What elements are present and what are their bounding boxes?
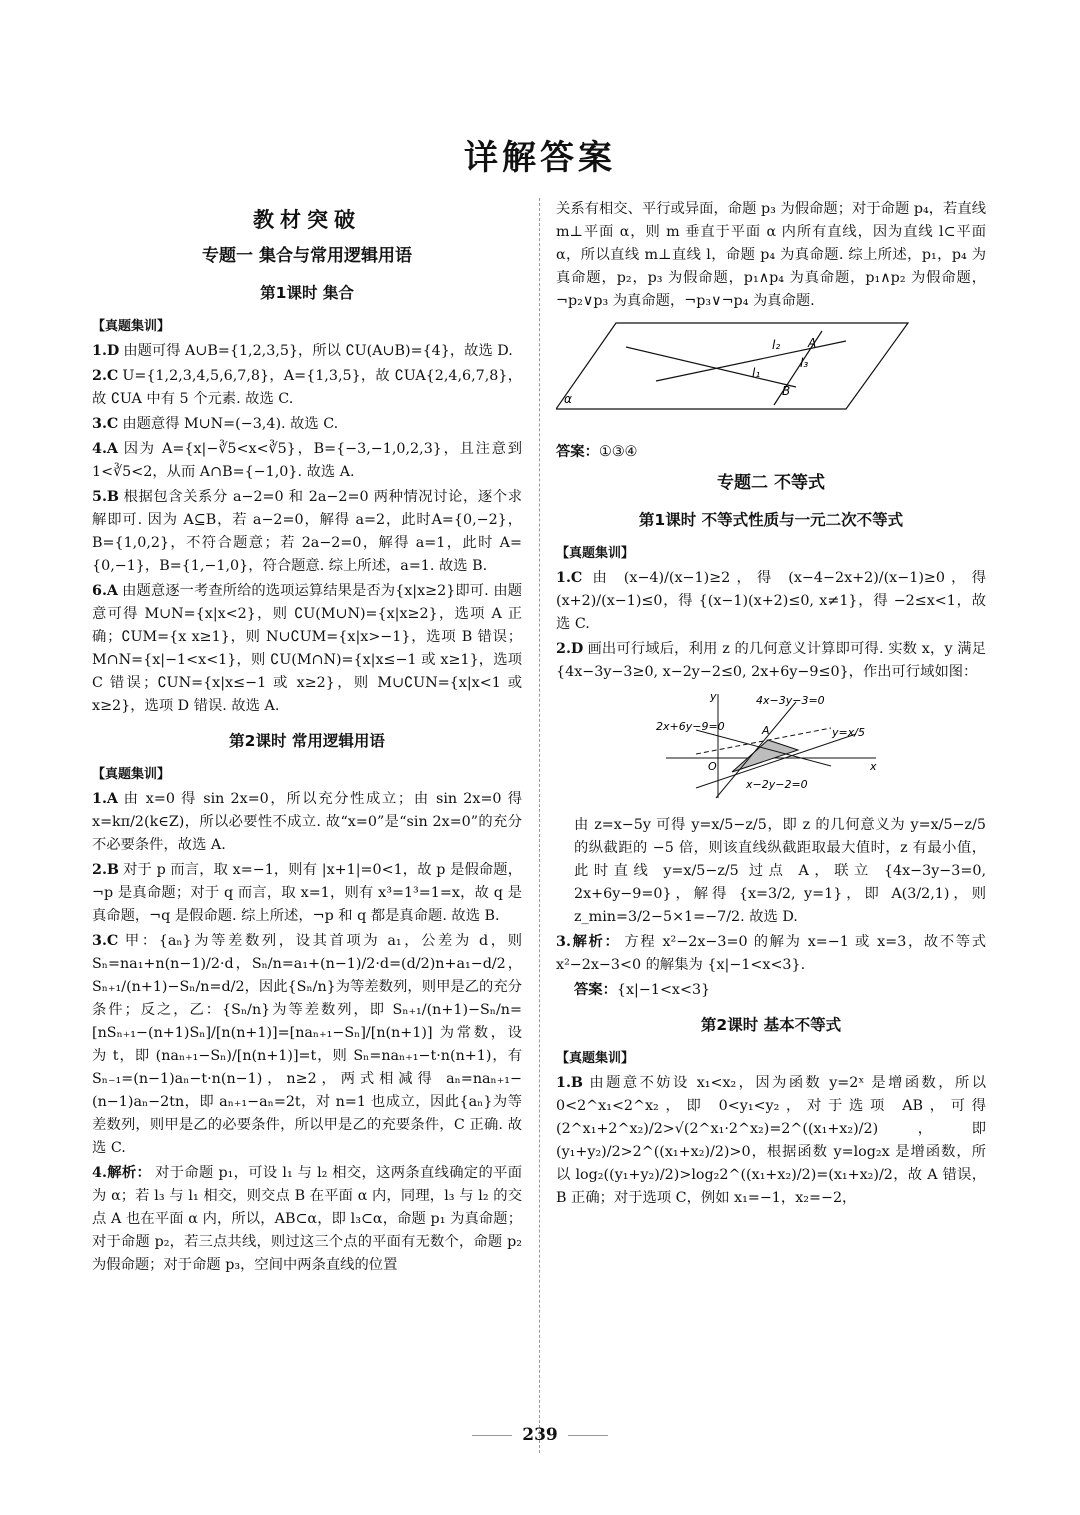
left-column — [92, 198, 522, 1279]
answer-label: 答案： — [556, 444, 599, 460]
answer-item — [92, 930, 522, 1160]
item-text: 由题意逐一考查所给的选项运算结果是否为{x|x≥2}即可. 由题意可得 M∪N={x|x<2}，则 ∁U(M∪N)={x|x≥2}，选项 A 正确；∁UM={x x≥1}，则 N∪∁UM={x|x>−1}，选项 B 错误；M∩N={x|−1<x<1}，则 ∁U(M∩N)={x|x≤−1 或 x≥1}，选项 C 错误；∁UN={x|x≤−1 或 x≥2}，则 M∪∁UN={x|x<1 或 x≥2}，选项 D 错误. 故选 A. — [92, 583, 522, 714]
item-number: 1.B — [556, 1075, 584, 1091]
label-alpha: α — [564, 392, 572, 406]
item-text: 因为 A={x|−∛5<x<∛5}，B={−3,−1,0,2,3}，且注意到 1<∛5<2，从而 A∩B={−1,0}. 故选 A. — [92, 441, 522, 480]
answer-item — [92, 413, 522, 436]
item-number: 2.C — [92, 368, 119, 384]
item-text: 由题可得 A∪B={1,2,3,5}，所以 ∁U(A∪B)={4}，故选 D. — [123, 343, 513, 359]
section-label: 【真题集训】 — [92, 319, 171, 334]
item-text: 由 x=0 得 sin 2x=0，所以充分性成立；由 sin 2x=0 得 x=kπ/2(k∈Z)，所以必要性不成立. 故“x=0”是“sin 2x=0”的充分不必要条件，故选 A. — [92, 791, 522, 853]
label-point-A: A — [762, 724, 770, 737]
answer-value: ①③④ — [598, 444, 638, 460]
answer-item — [556, 638, 986, 684]
label-A: A — [808, 336, 817, 350]
feasible-region-graph — [656, 690, 886, 800]
item-number: 4.A — [92, 441, 119, 457]
item-text: 对于命题 p₁，可设 l₁ 与 l₂ 相交，这两条直线确定的平面为 α；若 l₃ 与 l₁ 相交，则交点 B 在平面 α 内，同理，l₃ 与 l₂ 的交点 A 也在平面 α 内，所以，AB⊂α，即 l₃⊂α，命题 p₁ 为真命题；对于命题 p₂，若三点共线，则过这三个点的平面有无数个，命题 p₂ 为假命题；对于命题 p₃，空间中两条直线的位置 — [92, 1165, 522, 1273]
page-number-rule — [568, 1435, 608, 1436]
item-number: 4.解析： — [92, 1165, 152, 1181]
column-divider — [539, 198, 540, 1453]
item-number: 6.A — [92, 583, 119, 599]
right-column — [556, 198, 986, 1212]
section-label: 【真题集训】 — [556, 1051, 635, 1066]
plane-lines-diagram — [556, 319, 916, 427]
label-line3: x−2y−2=0 — [746, 778, 808, 791]
answer-item — [92, 788, 522, 857]
label-line2: 2x+6y−9=0 — [656, 720, 725, 733]
item-number: 5.B — [92, 489, 120, 505]
item-text: 由 (x−4)/(x−1)≥2，得 (x−4−2x+2)/(x−1)≥0，得 (x+2)/(x−1)≤0，得 {(x−1)(x+2)≤0, x≠1}，得 −2≤x<1，故选 C. — [556, 570, 986, 632]
line-l1 — [626, 347, 796, 387]
label-line1: 4x−3y−3=0 — [756, 694, 825, 707]
answer-item — [92, 486, 522, 578]
item-text: 由题意得 M∪N=(−3,4). 故选 C. — [122, 416, 339, 432]
item-number: 3.C — [92, 933, 119, 949]
answer-item — [556, 931, 986, 977]
answer-item — [556, 567, 986, 636]
answer-item — [92, 580, 522, 718]
main-title: 详解答案 — [464, 138, 616, 178]
feasible-region-figure — [556, 690, 986, 808]
item-number: 3.C — [92, 416, 119, 432]
topic-title: 专题二 不等式 — [717, 473, 825, 493]
page-number — [0, 1425, 1080, 1445]
item-number: 1.D — [92, 343, 120, 359]
topic-title: 专题一 集合与常用逻辑用语 — [202, 246, 412, 266]
page-number-value: 239 — [522, 1425, 558, 1445]
section-label: 【真题集训】 — [556, 546, 635, 561]
answer-item — [92, 859, 522, 928]
item-text: U={1,2,3,4,5,6,7,8}，A={1,3,5}，故 ∁UA{2,4,6,7,8}，故 ∁UA 中有 5 个元素. 故选 C. — [92, 368, 522, 407]
item-number: 1.A — [92, 791, 119, 807]
item-number: 2.B — [92, 862, 120, 878]
answer-item — [556, 1072, 986, 1210]
label-x-axis: x — [870, 760, 877, 773]
item-text: 画出可行域后，利用 z 的几何意义计算即可得. 实数 x，y 满足 {4x−3y−3≥0, x−2y−2≤0, 2x+6y−9≤0}，作出可行域如图： — [556, 641, 986, 680]
page-number-rule — [472, 1435, 512, 1436]
label-B: B — [782, 384, 791, 398]
item-text: 对于 p 而言，取 x=−1，则有 |x+1|=0<1，故 p 是假命题，¬p 是真命题；对于 q 而言，取 x=1，则有 x³=1³=1=x，故 q 是真命题，¬q 是假命题. 综上所述，¬p 和 q 都是真命题. 故选 B. — [92, 862, 522, 924]
item-text: 方程 x²−2x−3=0 的解为 x=−1 或 x=3，故不等式 x²−2x−3<0 的解集为 {x|−1<x<3}. — [556, 934, 986, 973]
lesson-title: 第2课时 常用逻辑用语 — [229, 732, 385, 750]
label-origin: O — [708, 760, 717, 773]
plane-lines-figure — [556, 319, 986, 435]
section-title: 教材突破 — [253, 207, 361, 232]
item-text: 甲：{aₙ}为等差数列，设其首项为 a₁，公差为 d，则 Sₙ=na₁+n(n−1)/2·d，Sₙ/n=a₁+(n−1)/2·d=(d/2)n+a₁−d/2，Sₙ₊₁/(n+1)−Sₙ/n=d/2，因此{Sₙ/n}为等差数列，则甲是乙的充分条件；反之，乙：{Sₙ/n}为等差数列，即 Sₙ₊₁/(n+1)−Sₙ/n=[nSₙ₊₁−(n+1)Sₙ]/[n(n+1)]=[naₙ₊₁−Sₙ]/[n(n+1)] 为常数，设为 t，即 (naₙ₊₁−Sₙ)/[n(n+1)]=t，则 Sₙ=naₙ₊₁−t·n(n+1)，有 Sₙ₋₁=(n−1)aₙ−t·n(n−1)，n≥2，两式相减得 aₙ=naₙ₊₁−(n−1)aₙ−2tn，即 aₙ₊₁−aₙ=2t，对 n=1 也成立，因此{aₙ}为等差数列，则甲是乙的必要条件，所以甲是乙的充要条件，C 正确. 故选 C. — [92, 933, 522, 1156]
plane-alpha — [556, 323, 908, 409]
item-text: 由题意不妨设 x₁<x₂，因为函数 y=2ˣ 是增函数，所以 0<2^x₁<2^x₂，即 0<y₁<y₂，对于选项 AB，可得 (2^x₁+2^x₂)/2>√(2^x₁·2^x₂)=2^((x₁+x₂)/2)，即 (y₁+y₂)/2>2^((x₁+x₂)/2)>0，根据函数 y=log₂x 是增函数，所以 log₂((y₁+y₂)/2)>log₂2^((x₁+x₂)/2)=(x₁+x₂)/2，故 A 错误，B 正确；对于选项 C，例如 x₁=−1，x₂=−2， — [556, 1075, 986, 1206]
answer-line — [556, 979, 986, 1002]
answer-item — [92, 438, 522, 484]
label-line4: y=x/5 — [832, 726, 865, 739]
section-label: 【真题集训】 — [92, 767, 171, 782]
answer-item — [92, 1162, 522, 1277]
answer-item — [92, 340, 522, 363]
item-text: 根据包含关系分 a−2=0 和 2a−2=0 两种情况讨论，逐个求解即可. 因为 A⊆B，若 a−2=0，解得 a=2，此时A={0,−2}，B={1,0,2}，不符合题意；若 2a−2=0，解得 a=1，此时 A={0,−1}，B={1,−1,0}，符合题意. 综上所述，a=1. 故选 B. — [92, 489, 522, 574]
continued-text: 关系有相交、平行或异面，命题 p₃ 为假命题；对于命题 p₄，若直线 m⊥平面 α，则 m 垂直于平面 α 内所有直线，因为直线 l⊂平面 α，所以直线 m⊥直线 l，命题 p₄ 为真命题. 综上所述，p₁，p₄ 为真命题，p₂，p₃ 为假命题，p₁∧p₄ 为真命题，p₁∧p₂ 为假命题，¬p₂∨p₃ 为真命题，¬p₃∨¬p₄ 为真命题. — [556, 201, 986, 309]
item-continued: 由 z=x−5y 可得 y=x/5−z/5，即 z 的几何意义为 y=x/5−z/5 的纵截距的 −5 倍，则该直线纵截距取最大值时，z 有最小值，此时直线 y=x/5−z/5 过点 A，联立 {4x−3y−3=0, 2x+6y−9=0}，解得 {x=3/2, y=1}，即 A(3/2,1)，则 z_min=3/2−5×1=−7/2. 故选 D. — [574, 817, 986, 925]
lesson-title: 第1课时 不等式性质与一元二次不等式 — [638, 511, 904, 529]
label-l2: l₂ — [772, 338, 781, 352]
answer-value: {x|−1<x<3} — [616, 982, 711, 998]
item-number: 3.解析： — [556, 934, 621, 950]
item-number: 1.C — [556, 570, 583, 586]
answer-line — [556, 441, 986, 464]
label-y-axis: y — [710, 690, 717, 703]
label-l3: l₃ — [800, 356, 809, 370]
item-number: 2.D — [556, 641, 584, 657]
lesson-title: 第1课时 集合 — [260, 284, 354, 302]
answer-item — [92, 365, 522, 411]
answer-label: 答案： — [574, 982, 617, 998]
label-l1: l₁ — [752, 366, 761, 380]
lesson-title: 第2课时 基本不等式 — [700, 1016, 842, 1034]
